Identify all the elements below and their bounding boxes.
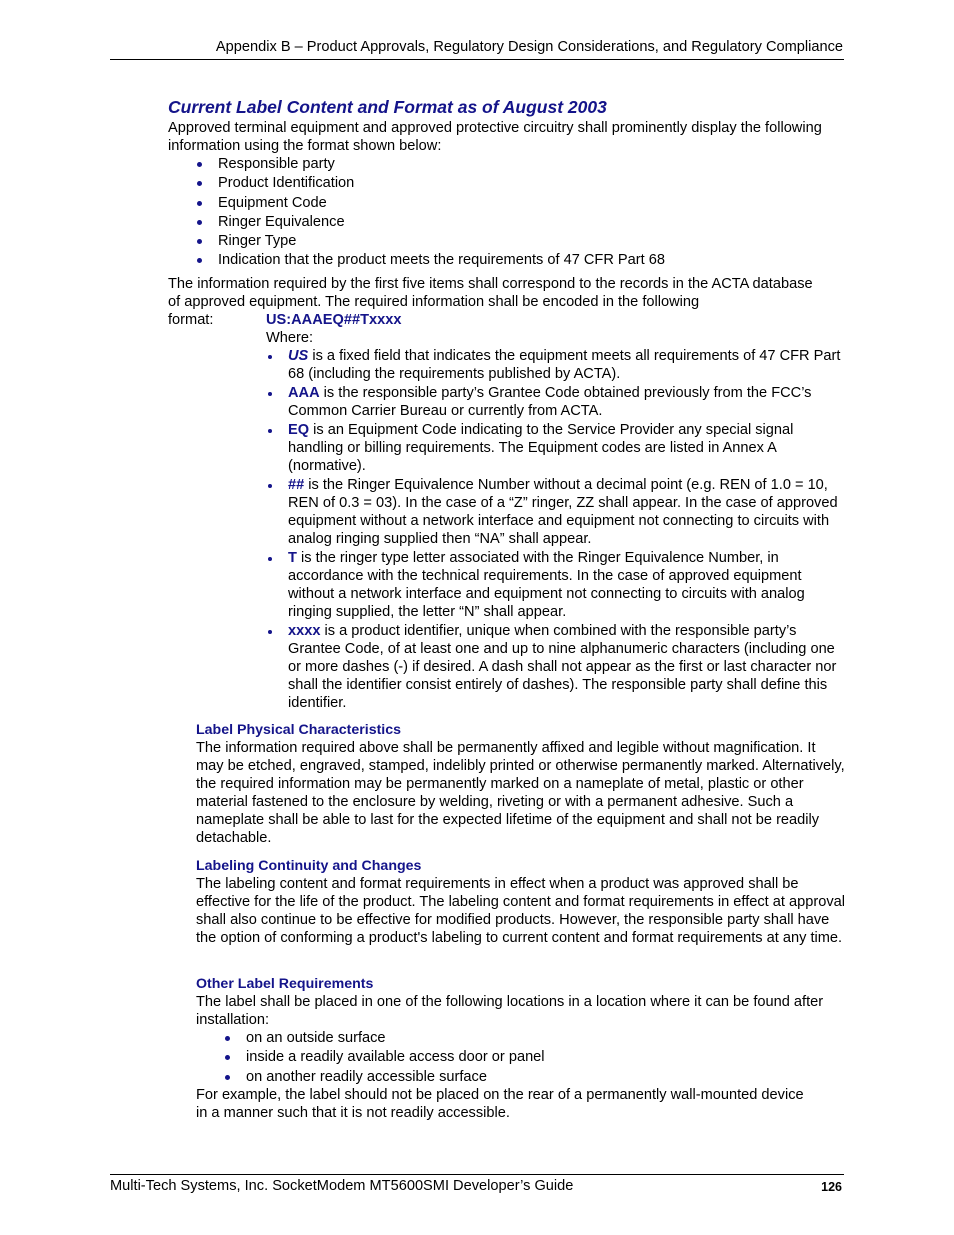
definition-term: AAA (288, 385, 320, 401)
bullet-icon (225, 1055, 230, 1060)
bullet-icon (197, 239, 202, 244)
bullet-icon (225, 1075, 230, 1080)
records-paragraph: The information required by the first five items shall correspond to the records in the ACTA database of approved equipment. The required information shall be encoded in the following (168, 276, 813, 310)
footer-rule (110, 1174, 844, 1175)
format-definitions-list (288, 347, 848, 713)
definition-term: EQ (288, 422, 310, 438)
list-item: Indication that the product meets the requirements of 47 CFR Part 68 (218, 251, 665, 270)
bullet-icon (268, 392, 272, 396)
list-item: Ringer Equivalence (218, 213, 665, 232)
definition-term: T (288, 550, 297, 566)
definition-item: xxxx is a product identifier, unique when combined with the responsible party’s Grantee Code, of at least one and up to nine alphanumeric characters (including one or more dashes (-) if desired. A dash shall not appear as the first or last character nor shall the identifier consist entirely of dashes). The responsible party shall define this identifier. (288, 622, 848, 712)
definition-item: EQ is an Equipment Code indicating to the Service Provider any special signal handling or billing requirements. The Equipment codes are listed in Annex A (normative). (288, 421, 848, 475)
example-paragraph: For example, the label should not be placed on the rear of a permanently wall-mounted device in a manner such that it is not readily accessible. (196, 1087, 804, 1121)
definition-term: xxxx (288, 623, 321, 639)
bullet-icon (268, 557, 272, 561)
format-label: format: (168, 312, 214, 328)
list-item: inside a readily available access door or panel (246, 1048, 545, 1067)
other-intro-paragraph: The label shall be placed in one of the following locations in a location where it can be found after installation: (196, 994, 824, 1028)
where-label: Where: (266, 330, 314, 346)
definition-item: US is a fixed field that indicates the equipment meets all requirements of 47 CFR Part 68 (including the requirements published by ACTA). (288, 347, 848, 383)
definition-item: T is the ringer type letter associated with the Ringer Equivalence Number, in accordance with the technical requirements. In the case of approved equipment without a network interface and equipment not connecting to circuits with analog ringing supplied, the letter “N” shall appear. (288, 549, 848, 621)
section-title: Current Label Content and Format as of August 2003 (168, 97, 607, 117)
bullet-icon (268, 484, 272, 488)
list-item: on an outside surface (246, 1029, 545, 1048)
physical-paragraph: The information required above shall be permanently affixed and legible without magnification. It may be etched, engraved, stamped, indelibly printed or otherwise permanently marked. Alternatively, the required information may be permanently marked on a nameplate of metal, plastic or other material fastened to the enclosure by welding, riveting or with a permanent adhesive. Such a nameplate shall be able to last for the expected lifetime of the equipment and shall not be readily detachable. (196, 740, 845, 846)
bullet-icon (225, 1036, 230, 1041)
list-item: Ringer Type (218, 232, 665, 251)
bullet-icon (268, 355, 272, 359)
bullet-icon (197, 162, 202, 167)
continuity-paragraph: The labeling content and format requirements in effect when a product was approved shall be effective for the life of the product. The labeling content and format requirements in effect at approval shall also continue to be effective for modified products. However, the responsible party shall have the option of conforming a product's labeling to current content and format requirements at any time. (196, 876, 846, 946)
header-rule (110, 59, 844, 60)
list-item: Equipment Code (218, 194, 665, 213)
other-heading: Other Label Requirements (196, 976, 374, 992)
list-item: Product Identification (218, 174, 665, 193)
required-items-list (218, 155, 665, 271)
list-item: Responsible party (218, 155, 665, 174)
definition-term: US (288, 348, 309, 364)
footer-title: Multi-Tech Systems, Inc. SocketModem MT5600SMI Developer’s Guide (110, 1178, 574, 1194)
bullet-icon (268, 429, 272, 433)
definition-item: ## is the Ringer Equivalence Number without a decimal point (e.g. REN of 1.0 = 10, REN of 0.3 = 03). In the case of a “Z” ringer, ZZ shall appear. In the case of approved equipment without a network interface and equipment not connecting to circuits with analog ringing supplied then “NA” shall appear. (288, 476, 848, 548)
page-number: 126 (821, 1180, 842, 1194)
bullet-icon (197, 258, 202, 263)
intro-paragraph: Approved terminal equipment and approved protective circuitry shall prominently display the following information using the format shown below: (168, 120, 822, 154)
running-header: Appendix B – Product Approvals, Regulatory Design Considerations, and Regulatory Compliance (215, 39, 843, 55)
format-code: US:AAAEQ##Txxxx (266, 312, 402, 328)
physical-heading: Label Physical Characteristics (196, 722, 402, 738)
bullet-icon (197, 181, 202, 186)
bullet-icon (197, 201, 202, 206)
bullet-icon (268, 630, 272, 634)
definition-term: ## (288, 477, 305, 493)
definition-item: AAA is the responsible party’s Grantee Code obtained previously from the FCC’s Common Carrier Bureau or currently from ACTA. (288, 384, 848, 420)
list-item: on another readily accessible surface (246, 1068, 545, 1087)
bullet-icon (197, 220, 202, 225)
locations-list (246, 1029, 545, 1087)
continuity-heading: Labeling Continuity and Changes (196, 858, 422, 874)
